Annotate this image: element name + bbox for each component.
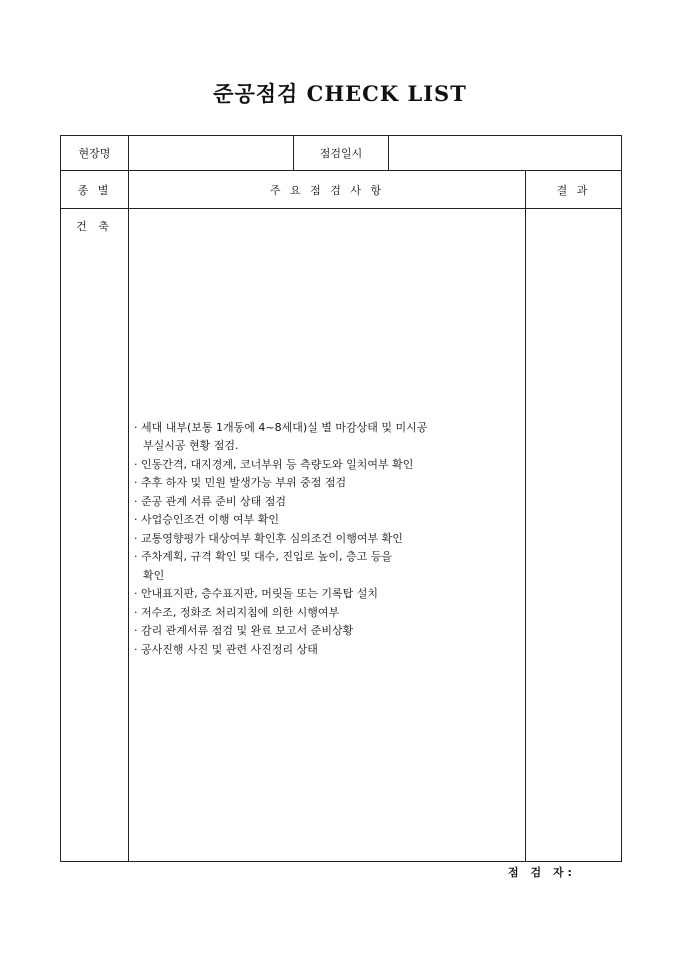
check-item [134,622,525,641]
inspector-label: 점 검 자: [508,866,576,879]
site-value-cell[interactable] [129,136,294,171]
check-item-text: · 안내표지판, 층수표지판, 머릿돌 또는 기록탑 설치 [134,587,378,601]
check-item [134,474,525,493]
check-item-text: · 주차계획, 규격 확인 및 대수, 진입로 높이, 층고 등을 [134,550,392,564]
check-item [134,530,525,549]
site-label: 현장명 [61,136,129,171]
check-item-text: · 저수조, 정화조 처리지침에 의한 시행여부 [134,605,340,619]
check-item [134,604,525,623]
check-item-continuation: 부실시공 현황 점검. [143,439,239,453]
check-item-text: · 인동간격, 대지경계, 코너부위 등 측량도와 일치여부 확인 [134,457,414,471]
date-value-cell[interactable] [389,136,622,171]
check-items-list [134,419,525,660]
check-item [134,511,525,530]
result-cell[interactable] [526,209,622,862]
check-item [134,548,525,585]
date-label: 점검일시 [294,136,389,171]
items-cell [129,209,526,862]
document-title: 준공점검 CHECK LIST [213,81,467,106]
check-item-text: · 공사진행 사진 및 관련 사진정리 상태 [134,642,318,656]
info-row [61,136,622,171]
items-header: 주 요 점 검 사 항 [129,171,526,209]
result-header: 결 과 [526,171,622,209]
category-architecture: 건 축 [76,220,113,233]
category-cell [61,209,129,862]
check-item-text: · 감리 관계서류 점검 및 완료 보고서 준비상황 [134,624,354,638]
category-header: 종 별 [61,171,129,209]
header-row [61,171,622,209]
check-item [134,456,525,475]
body-row [61,209,622,862]
check-item [134,585,525,604]
check-item-text: · 추후 하자 및 민원 발생가능 부위 중점 점검 [134,476,347,490]
check-item-text: · 세대 내부(보통 1개동에 4~8세대)실 별 마감상태 및 미시공 [134,420,428,434]
check-item-text: · 준공 관계 서류 준비 상태 점검 [134,494,286,508]
check-item [134,493,525,512]
check-item [134,641,525,660]
checklist-table [60,135,622,862]
check-item-text: · 교통영향평가 대상여부 확인후 심의조건 이행여부 확인 [134,531,403,545]
check-item-continuation: 확인 [143,568,165,582]
check-item-text: · 사업승인조건 이행 여부 확인 [134,513,279,527]
check-item [134,419,525,456]
